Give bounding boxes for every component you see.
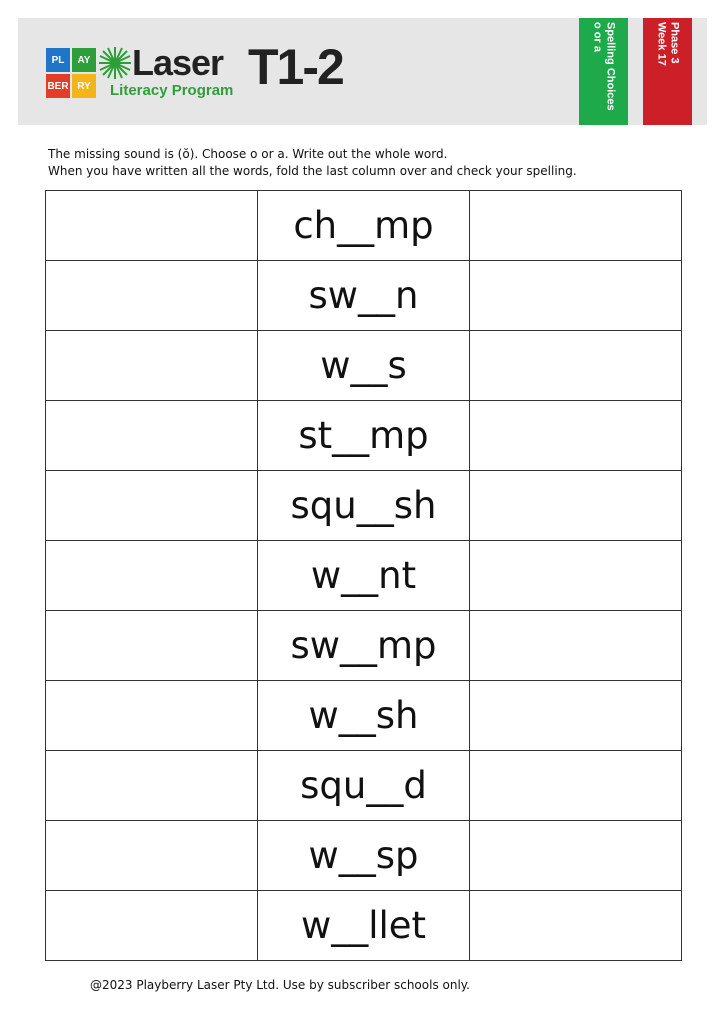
missing-sound-word: sw__n	[258, 261, 470, 331]
table-row	[46, 401, 682, 471]
table-row	[46, 821, 682, 891]
tab-red-line2: Week 17	[655, 22, 668, 66]
write-word-cell[interactable]	[46, 401, 258, 471]
tab-green-line1: Spelling Choices	[604, 22, 617, 111]
table-row	[46, 191, 682, 261]
logo-tile: BER	[46, 74, 70, 98]
write-word-cell[interactable]	[46, 751, 258, 821]
check-spelling-cell[interactable]	[470, 261, 682, 331]
header-banner	[18, 18, 707, 125]
tab-green-line2: o or a	[591, 22, 604, 52]
write-word-cell[interactable]	[46, 471, 258, 541]
table-row	[46, 471, 682, 541]
missing-sound-word: ch__mp	[258, 191, 470, 261]
write-word-cell[interactable]	[46, 681, 258, 751]
check-spelling-cell[interactable]	[470, 331, 682, 401]
check-spelling-cell[interactable]	[470, 191, 682, 261]
table-row	[46, 681, 682, 751]
missing-sound-word: st__mp	[258, 401, 470, 471]
table-row	[46, 261, 682, 331]
missing-sound-word: w__sh	[258, 681, 470, 751]
playberry-logo	[46, 48, 96, 98]
check-spelling-cell[interactable]	[470, 471, 682, 541]
instruction-line-1: The missing sound is (ŏ). Choose o or a. Write out the whole word.	[48, 147, 448, 161]
write-word-cell[interactable]	[46, 541, 258, 611]
word-table	[45, 190, 682, 961]
spelling-choices-tab	[579, 18, 628, 125]
copyright-footer: @2023 Playberry Laser Pty Ltd. Use by subscriber schools only.	[90, 978, 470, 992]
brand-level: T1-2	[248, 39, 343, 95]
write-word-cell[interactable]	[46, 611, 258, 681]
table-row	[46, 751, 682, 821]
check-spelling-cell[interactable]	[470, 611, 682, 681]
missing-sound-word: sw__mp	[258, 611, 470, 681]
check-spelling-cell[interactable]	[470, 751, 682, 821]
brand-subtitle: Literacy Program	[110, 82, 234, 99]
instruction-line-2: When you have written all the words, fold the last column over and check your spelling.	[48, 164, 577, 178]
write-word-cell[interactable]	[46, 891, 258, 961]
brand-name: Laser	[132, 42, 224, 83]
table-row	[46, 891, 682, 961]
phase-week-tab	[643, 18, 692, 125]
table-row	[46, 331, 682, 401]
logo-tile: PL	[46, 48, 70, 72]
check-spelling-cell[interactable]	[470, 541, 682, 611]
check-spelling-cell[interactable]	[470, 681, 682, 751]
missing-sound-word: w__sp	[258, 821, 470, 891]
logo-tile: RY	[72, 74, 96, 98]
missing-sound-word: w__llet	[258, 891, 470, 961]
write-word-cell[interactable]	[46, 261, 258, 331]
tab-red-line1: Phase 3	[668, 22, 681, 64]
table-row	[46, 541, 682, 611]
missing-sound-word: w__s	[258, 331, 470, 401]
missing-sound-word: squ__sh	[258, 471, 470, 541]
logo-tile: AY	[72, 48, 96, 72]
instructions	[48, 146, 577, 180]
write-word-cell[interactable]	[46, 191, 258, 261]
check-spelling-cell[interactable]	[470, 401, 682, 471]
laser-starburst-icon	[98, 46, 132, 80]
missing-sound-word: squ__d	[258, 751, 470, 821]
table-row	[46, 611, 682, 681]
write-word-cell[interactable]	[46, 331, 258, 401]
check-spelling-cell[interactable]	[470, 821, 682, 891]
missing-sound-word: w__nt	[258, 541, 470, 611]
check-spelling-cell[interactable]	[470, 891, 682, 961]
write-word-cell[interactable]	[46, 821, 258, 891]
